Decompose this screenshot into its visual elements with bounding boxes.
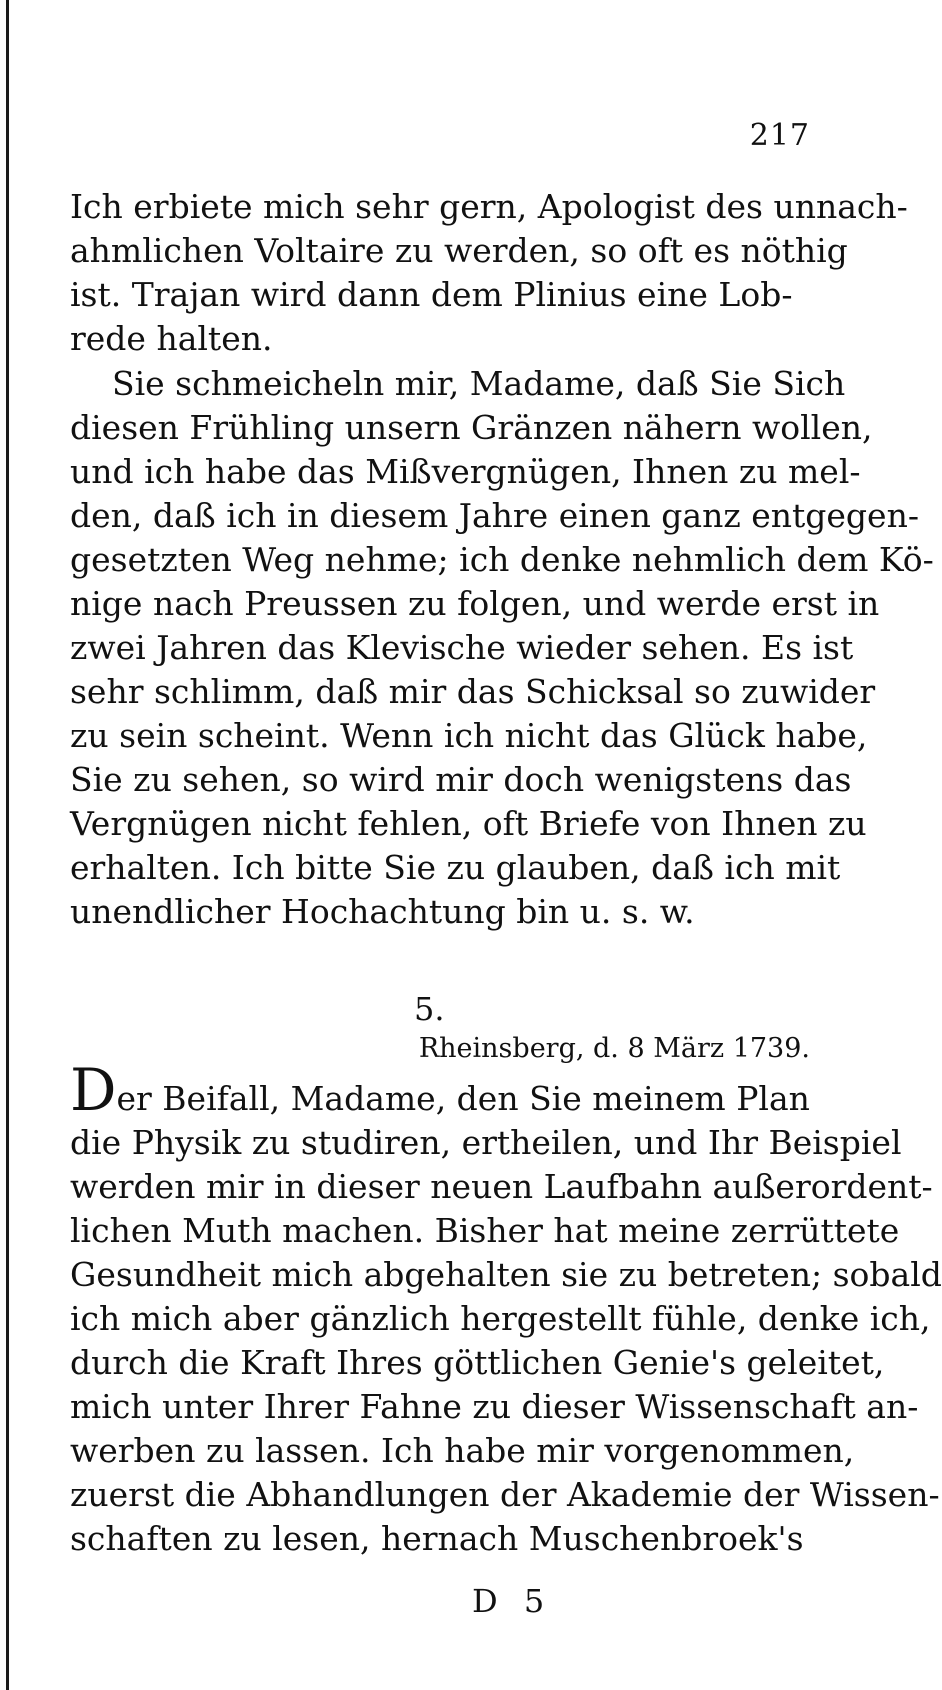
- text-line: ich mich aber gänzlich hergestellt fühle, denke ich,: [70, 1299, 931, 1338]
- printer-signature-mark: D 5: [472, 1582, 553, 1620]
- page-number: 217: [749, 118, 810, 153]
- text-line: werben zu lassen. Ich habe mir vorgenommen,: [70, 1431, 855, 1470]
- text-line: zu sein scheint. Wenn ich nicht das Glück habe,: [70, 716, 868, 755]
- text-line: durch die Kraft Ihres göttlichen Genie's geleitet,: [70, 1343, 885, 1382]
- text-line: werden mir in dieser neuen Laufbahn außerordent-: [70, 1167, 933, 1206]
- text-line: diesen Frühling unsern Gränzen nähern wollen,: [70, 408, 873, 447]
- text-line: sehr schlimm, daß mir das Schicksal so zuwider: [70, 672, 876, 711]
- text-line: gesetzten Weg nehme; ich denke nehmlich dem Kö-: [70, 540, 934, 579]
- paragraph-2: [70, 362, 934, 934]
- first-line-text: er Beifall, Madame, den Sie meinem Plan: [116, 1079, 810, 1118]
- text-line: zwei Jahren das Klevische wieder sehen. Es ist: [70, 628, 854, 667]
- text-line: mich unter Ihrer Fahne zu dieser Wissenschaft an-: [70, 1387, 919, 1426]
- text-line: Vergnügen nicht fehlen, oft Briefe von Ihnen zu: [70, 804, 867, 843]
- text-line-first: [70, 1056, 810, 1124]
- text-line: ahmlichen Voltaire zu werden, so oft es nöthig: [70, 231, 848, 270]
- text-line: den, daß ich in diesem Jahre einen ganz entgegen-: [70, 496, 919, 535]
- text-line: Ich erbiete mich sehr gern, Apologist des unnach-: [70, 187, 908, 226]
- letter-body: [70, 1056, 942, 1561]
- text-line: nige nach Preussen zu folgen, und werde erst in: [70, 584, 880, 623]
- text-line: und ich habe das Mißvergnügen, Ihnen zu mel-: [70, 452, 861, 491]
- text-line: unendlicher Hochachtung bin u. s. w.: [70, 892, 695, 931]
- letter-dateline: Rheinsberg, d. 8 März 1739.: [418, 1033, 810, 1064]
- letter-number: 5.: [414, 990, 445, 1028]
- text-line: Gesundheit mich abgehalten sie zu betreten; sobald: [70, 1255, 942, 1294]
- text-line: ist. Trajan wird dann dem Plinius eine Lob-: [70, 275, 793, 314]
- text-line: die Physik zu studiren, ertheilen, und Ihr Beispiel: [70, 1123, 902, 1162]
- text-line: rede halten.: [70, 319, 273, 358]
- text-line: erhalten. Ich bitte Sie zu glauben, daß ich mit: [70, 848, 841, 887]
- text-line: zuerst die Abhandlungen der Akademie der Wissen-: [70, 1475, 940, 1514]
- drop-cap: D: [70, 1056, 117, 1124]
- paragraph-1: [70, 185, 908, 361]
- text-line: lichen Muth machen. Bisher hat meine zerrüttete: [70, 1211, 900, 1250]
- page-edge-line: [6, 0, 9, 1690]
- text-line: Sie schmeicheln mir, Madame, daß Sie Sich: [112, 364, 846, 403]
- text-line: schaften zu lesen, hernach Muschenbroek's: [70, 1519, 804, 1558]
- text-line: Sie zu sehen, so wird mir doch wenigstens das: [70, 760, 852, 799]
